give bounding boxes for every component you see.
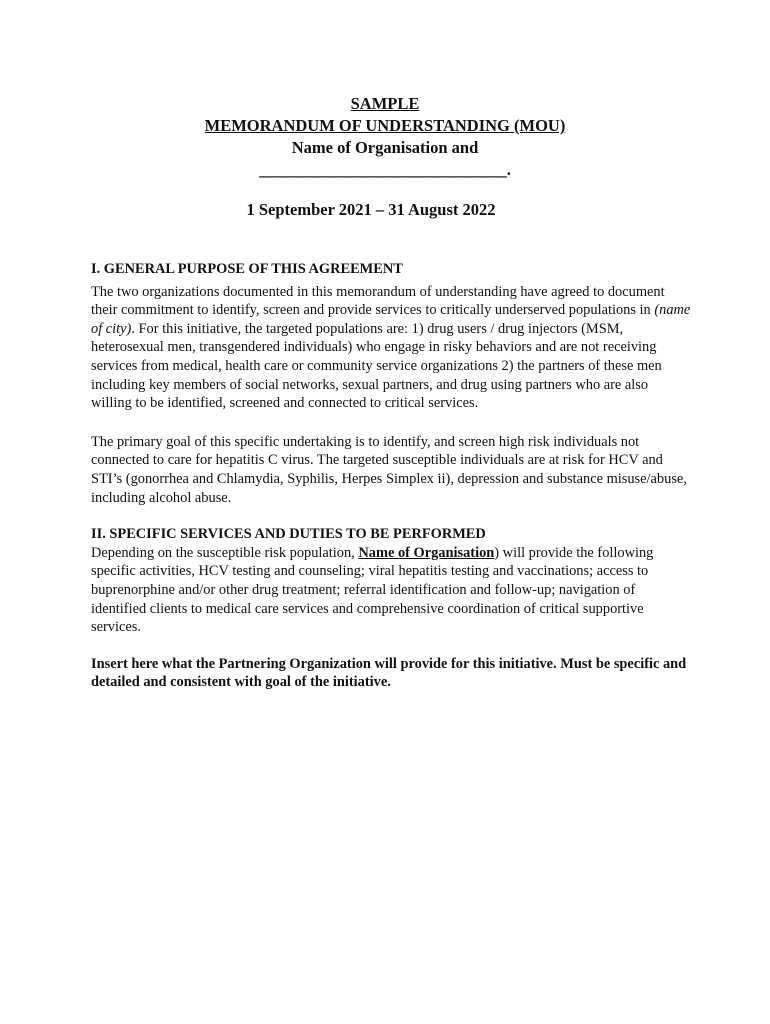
- section-1-p1-text-b: . For this initiative, the targeted populations are: 1) drug users / drug injectors (MSM, heterosexual men, transgendered individuals) who engage in risky behaviors and are not receiving services from medical, health care or community service organizations 2) the partners of these men including key members of social networks, sexual partners, and drug using partners who are also willing to be identified, screened and connected to critical services.: [91, 320, 662, 412]
- section-2-p1-text-b: ) will provide the following specific activities, HCV testing and counseling; viral hepatitis testing and vaccinations; access to buprenorphine and/or other drug treatment; referral identification and follow-up; navigation of identified clients to medical care services and comprehensive coordination of critical supportive services.: [91, 544, 654, 636]
- mou-title: MEMORANDUM OF UNDERSTANDING (MOU): [204, 116, 566, 135]
- city-placeholder: (name of city): [91, 302, 691, 337]
- section-2-p1-text-a: Depending on the susceptible risk population,: [91, 544, 359, 561]
- insert-instruction: Insert here what the Partnering Organization will provide for this initiative. Must be specific and detailed and consistent with goal of the initiative.: [91, 655, 687, 691]
- agreement-period: 1 September 2021 – 31 August 2022: [246, 200, 496, 219]
- sample-heading: SAMPLE: [350, 94, 420, 113]
- title-block: [0, 93, 770, 181]
- blank-signature-line: ______________________________.: [259, 160, 511, 179]
- organisation-line: Name of Organisation and: [291, 138, 479, 157]
- section-1-p1-text-a: The two organizations documented in this memorandum of understanding have agreed to document their commitment to identify, screen and provide services to critically underserved populations in: [91, 283, 665, 319]
- section-1-heading: I. GENERAL PURPOSE OF THIS AGREEMENT: [91, 261, 403, 277]
- document-body: [91, 260, 691, 692]
- section-2-heading: II. SPECIFIC SERVICES AND DUTIES TO BE PERFORMED: [91, 526, 486, 543]
- organisation-placeholder: Name of Organisation: [358, 544, 495, 561]
- section-1-paragraph-2: The primary goal of this specific undertaking is to identify, and screen high risk individuals not connected to care for hepatitis C virus. The targeted susceptible individuals are at risk for HCV and STI’s (gonorrhea and Chlamydia, Syphilis, Herpes Simplex ii), depression and substance misuse/abuse, including alcohol abuse.: [91, 433, 687, 506]
- section-2-paragraph-1: [91, 544, 691, 637]
- section-1-paragraph-1: [91, 283, 691, 413]
